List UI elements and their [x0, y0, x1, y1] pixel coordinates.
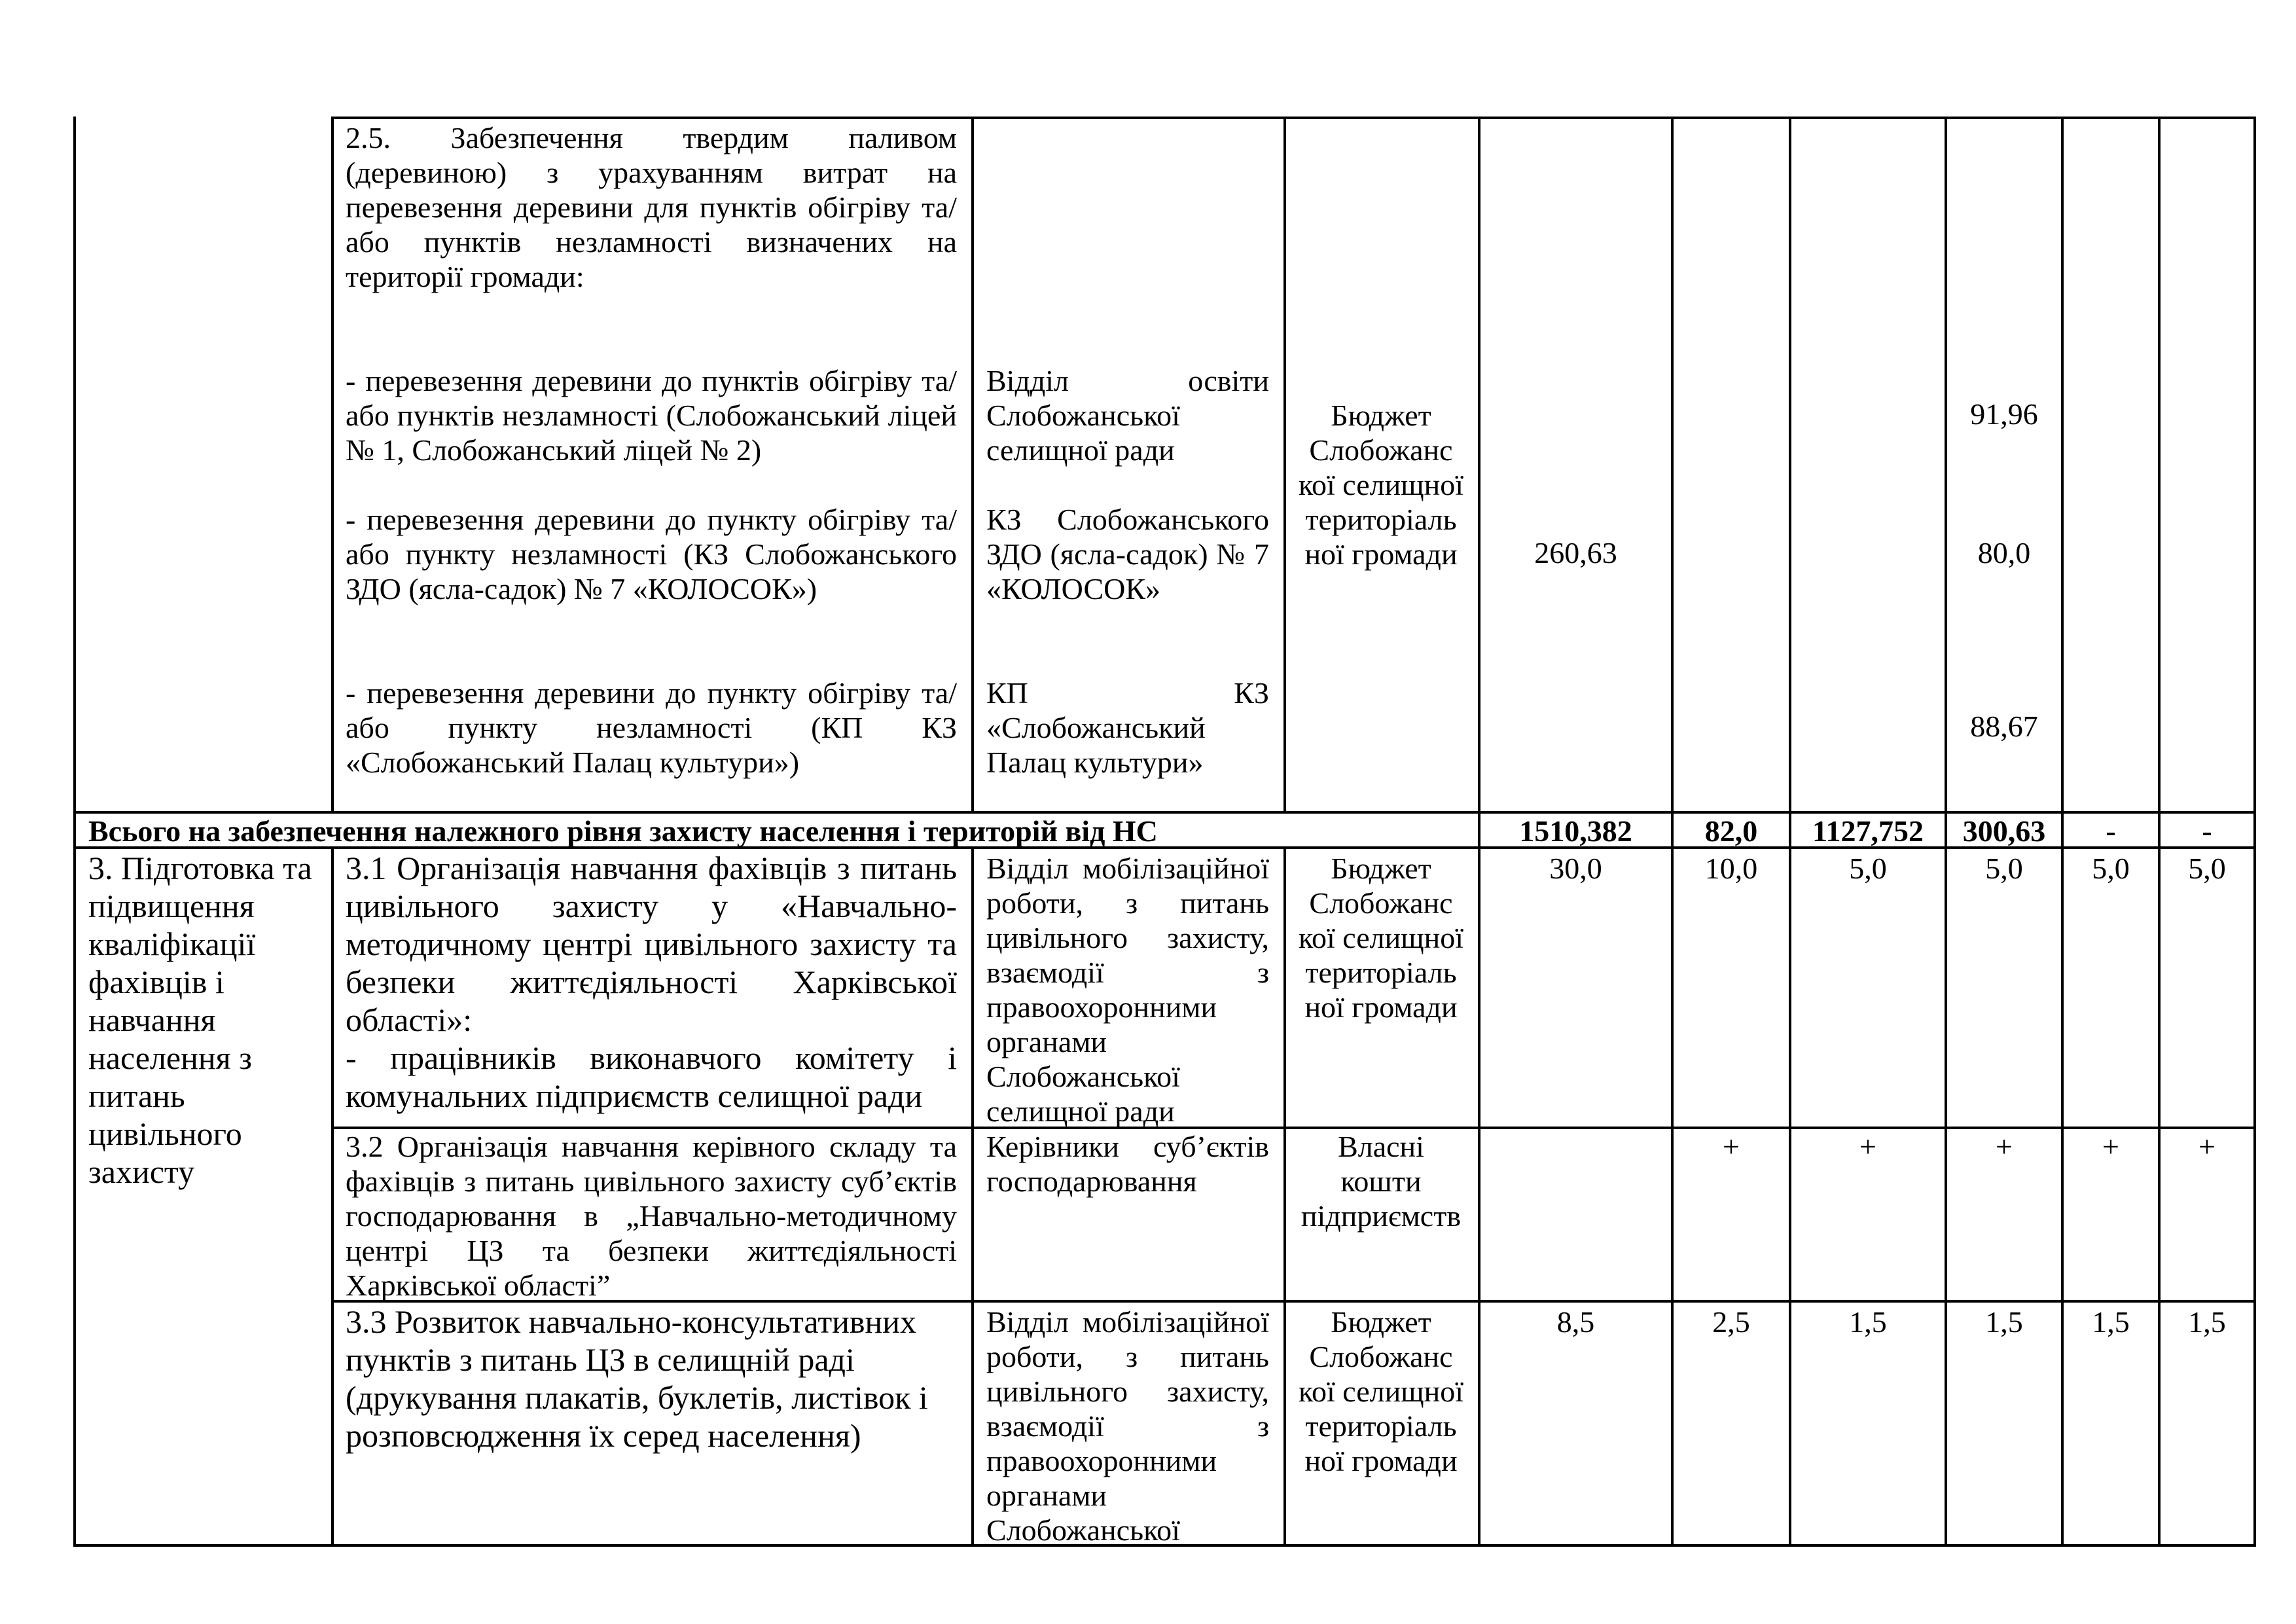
row-3-3-source: Бюджет Слобожанс кої селищної територіаль ної громади [1298, 1305, 1464, 1477]
total-value: 1510,382 [1519, 814, 1632, 848]
row-3-2-executor: Керівники суб’єктів господарювання [986, 1130, 1269, 1198]
row-3-1-value: 5,0 [1849, 852, 1887, 885]
row-3-3-value: 1,5 [1985, 1305, 2023, 1339]
total-value: - [2202, 814, 2212, 848]
divider [1283, 117, 1286, 812]
row-2-5-title: 2.5. Забезпечення твердим паливом (деревиною) з урахуванням витрат на перевезення деревини для пунктів обігріву та/або пунктів незламності визначених на території громади: [346, 121, 957, 293]
divider [331, 117, 334, 812]
row-2-5-item-1-description: - перевезення деревини до пунктів обігріву та/або пунктів незламності (Слобожанський ліцей № 1, Слобожанський ліцей № 2) [346, 364, 957, 467]
row-2-5-item-3-value: 88,67 [1970, 710, 2038, 743]
row-2-5-item-3-description: - перевезення деревини до пункту обігріву та/або пункту незламності (КП КЗ «Слобожанський Палац культури») [346, 676, 957, 779]
row-3-2-value: + [1859, 1130, 1876, 1163]
row-3-1-value: 10,0 [1704, 852, 1758, 885]
row-3-3-value: 1,5 [2092, 1305, 2130, 1339]
row-3-1-source: Бюджет Слобожанс кої селищної територіаль ної громади [1298, 852, 1464, 1024]
divider [1283, 846, 1286, 1547]
row-2-5-item-1-value: 91,96 [1970, 397, 2038, 431]
section-3-title: 3. Підготовка та підвищення кваліфікації фахівців і навчання населення з питань цивільного захисту [88, 850, 312, 1190]
row-3-2-value: + [2102, 1130, 2119, 1163]
divider [331, 117, 2256, 119]
divider [2253, 117, 2256, 1547]
divider [73, 117, 76, 1547]
row-2-5-total: 260,63 [1534, 536, 1617, 569]
row-3-1-value: 5,0 [1985, 852, 2023, 885]
row-3-3-value: 1,5 [1849, 1305, 1887, 1339]
row-2-5-item-2-description: - перевезення деревини до пункту обігріву та/або пункту незламності (КЗ Слобожанського ЗДО (ясла-садок) № 7 «КОЛОСОК») [346, 503, 957, 605]
row-2-5-item-2-value: 80,0 [1977, 536, 2031, 569]
row-3-3-value: 2,5 [1712, 1305, 1750, 1339]
row-3-1-value: 5,0 [2092, 852, 2130, 885]
row-3-1-value: 5,0 [2188, 852, 2226, 885]
total-row-label: Всього на забезпечення належного рівня захисту населення і територій від НС [88, 814, 1158, 848]
row-3-1-executor: Відділ мобілізаційної роботи, з питань цивільного захисту, взаємодії з правоохоронними органами Слобожанської селищної ради [986, 852, 1269, 1128]
row-3-2-value: + [1996, 1130, 2013, 1163]
row-3-3-executor: Відділ мобілізаційної роботи, з питань цивільного захисту, взаємодії з правоохоронними органами Слобожанської [986, 1305, 1269, 1547]
row-3-3-description: 3.3 Розвиток навчально-консультативних пунктів з питань ЦЗ в селищній раді (друкування плакатів, буклетів, листівок і розповсюдження їх серед населення) [346, 1303, 928, 1454]
row-3-3-value: 8,5 [1556, 1305, 1595, 1339]
row-3-1-value: 30,0 [1549, 852, 1602, 885]
row-2-5-source: Бюджет Слобожанс кої селищної територіаль ної громади [1298, 399, 1464, 571]
total-value: - [2106, 814, 2116, 848]
row-3-2-value: + [2198, 1130, 2215, 1163]
row-2-5-item-2-executor: КЗ Слобожанського ЗДО (ясла-садок) № 7 «КОЛОСОК» [986, 503, 1269, 605]
total-value: 300,63 [1962, 814, 2046, 848]
row-2-5-item-3-executor: КП КЗ «Слобожанський Палац культури» [986, 676, 1269, 779]
row-3-2-description: 3.2 Організація навчання керівного складу та фахівців з питань цивільного захисту суб’єктів господарювання в „Навчально-методичному центрі ЦЗ та безпеки життєдіяльності Харківської області” [346, 1130, 957, 1302]
divider [971, 846, 974, 1547]
divider [331, 846, 334, 1547]
divider [971, 117, 974, 812]
row-3-2-source: Власні кошти підприємств [1300, 1130, 1462, 1233]
total-value: 1127,752 [1812, 814, 1924, 848]
total-value: 82,0 [1704, 814, 1758, 848]
row-3-3-value: 1,5 [2188, 1305, 2226, 1339]
row-3-1-description: 3.1 Організація навчання фахівців з питань цивільного захисту у «Навчально-методичному центрі цивільного захисту та безпеки життєдіяльності Харківської області»: - працівників виконавчого комітету і комунальних підприємств селищної ради [346, 850, 957, 1114]
row-2-5-item-1-executor: Відділ освіти Слобожанської селищної ради [986, 364, 1269, 467]
row-3-2-value: + [1723, 1130, 1740, 1163]
